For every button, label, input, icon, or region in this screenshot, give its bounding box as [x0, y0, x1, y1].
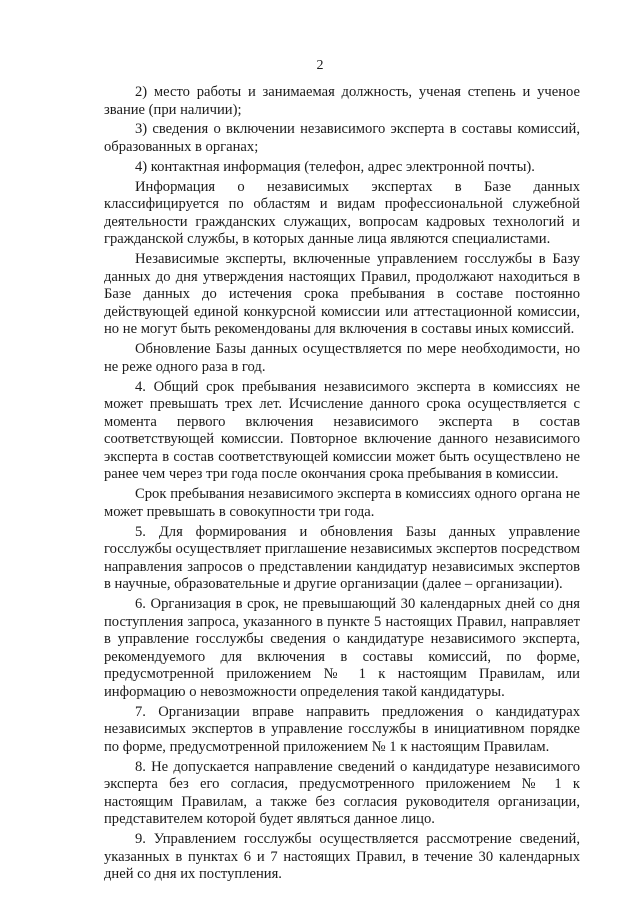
paragraph-clause-7: 7. Организации вправе направить предложения о кандидатурах независимых экспертов в управление госслужбы в инициативном порядке по форме, предусмотренной приложением № 1 к настоящим Правилам.	[104, 703, 580, 755]
paragraph-clause-5: 5. Для формирования и обновления Базы данных управление госслужбы осуществляет приглашение независимых экспертов посредством направления запросов о представлении кандидатур независимых экспертов в научные, образовательные и другие организации (далее – организации).	[104, 523, 580, 593]
page-number: 2	[316, 58, 324, 73]
paragraph-existing-experts: Независимые эксперты, включенные управлением госслужбы в Базу данных до дня утверждения настоящих Правил, продолжают находиться в Базе данных до истечения срока пребывания в составе постоянно действующей единой конкурсной комиссии или аттестационной комиссии, но не могут быть рекомендованы для включения в составы иных комиссий.	[104, 251, 580, 338]
paragraph-item-2: 2) место работы и занимаемая должность, ученая степень и ученое звание (при наличии);	[104, 84, 580, 118]
paragraph-classification: Информация о независимых экспертах в Базе данных классифицируется по областям и видам профессиональной служебной деятельности гражданских служащих, вопросам кадровых технологий и гражданской службы, в которых данные лица являются специалистами.	[104, 178, 580, 248]
document-body	[104, 84, 580, 884]
paragraph-item-4: 4) контактная информация (телефон, адрес электронной почты).	[135, 158, 535, 175]
paragraph-clause-6: 6. Организация в срок, не превышающий 30 календарных дней со дня поступления запроса, указанного в пункте 5 настоящих Правил, направляет в управление госслужбы сведения о кандидатуре независимого эксперта, рекомендуемого для включения в составы комиссий, по форме, предусмотренной приложением № 1 к настоящим Правилам, или информацию о невозможности определения такой кандидатуры.	[104, 595, 580, 700]
paragraph-clause-8: 8. Не допускается направление сведений о кандидатуре независимого эксперта без его согласия, предусмотренного приложением № 1 к настоящим Правилам, а также без согласия руководителя организации, представителем которой будет являться данное лицо.	[104, 758, 580, 828]
paragraph-term-limit: Срок пребывания независимого эксперта в комиссиях одного органа не может превышать в совокупности три года.	[104, 486, 580, 520]
paragraph-clause-4: 4. Общий срок пребывания независимого эксперта в комиссиях не может превышать трех лет. Исчисление данного срока осуществляется с момента первого включения независимого эксперта в состав соответствующей комиссии. Повторное включение данного независимого эксперта в состав соответствующей комиссии может быть осуществлено не ранее чем через три года после окончания срока пребывания в комиссии.	[104, 378, 580, 483]
paragraph-clause-9: 9. Управлением госслужбы осуществляется рассмотрение сведений, указанных в пунктах 6 и 7 настоящих Правил, в течение 30 календарных дней со дня их поступления.	[104, 830, 580, 883]
paragraph-item-3: 3) сведения о включении независимого эксперта в составы комиссий, образованных в органах;	[104, 121, 580, 155]
paragraph-database-update: Обновление Базы данных осуществляется по мере необходимости, но не реже одного раза в год.	[104, 341, 580, 375]
